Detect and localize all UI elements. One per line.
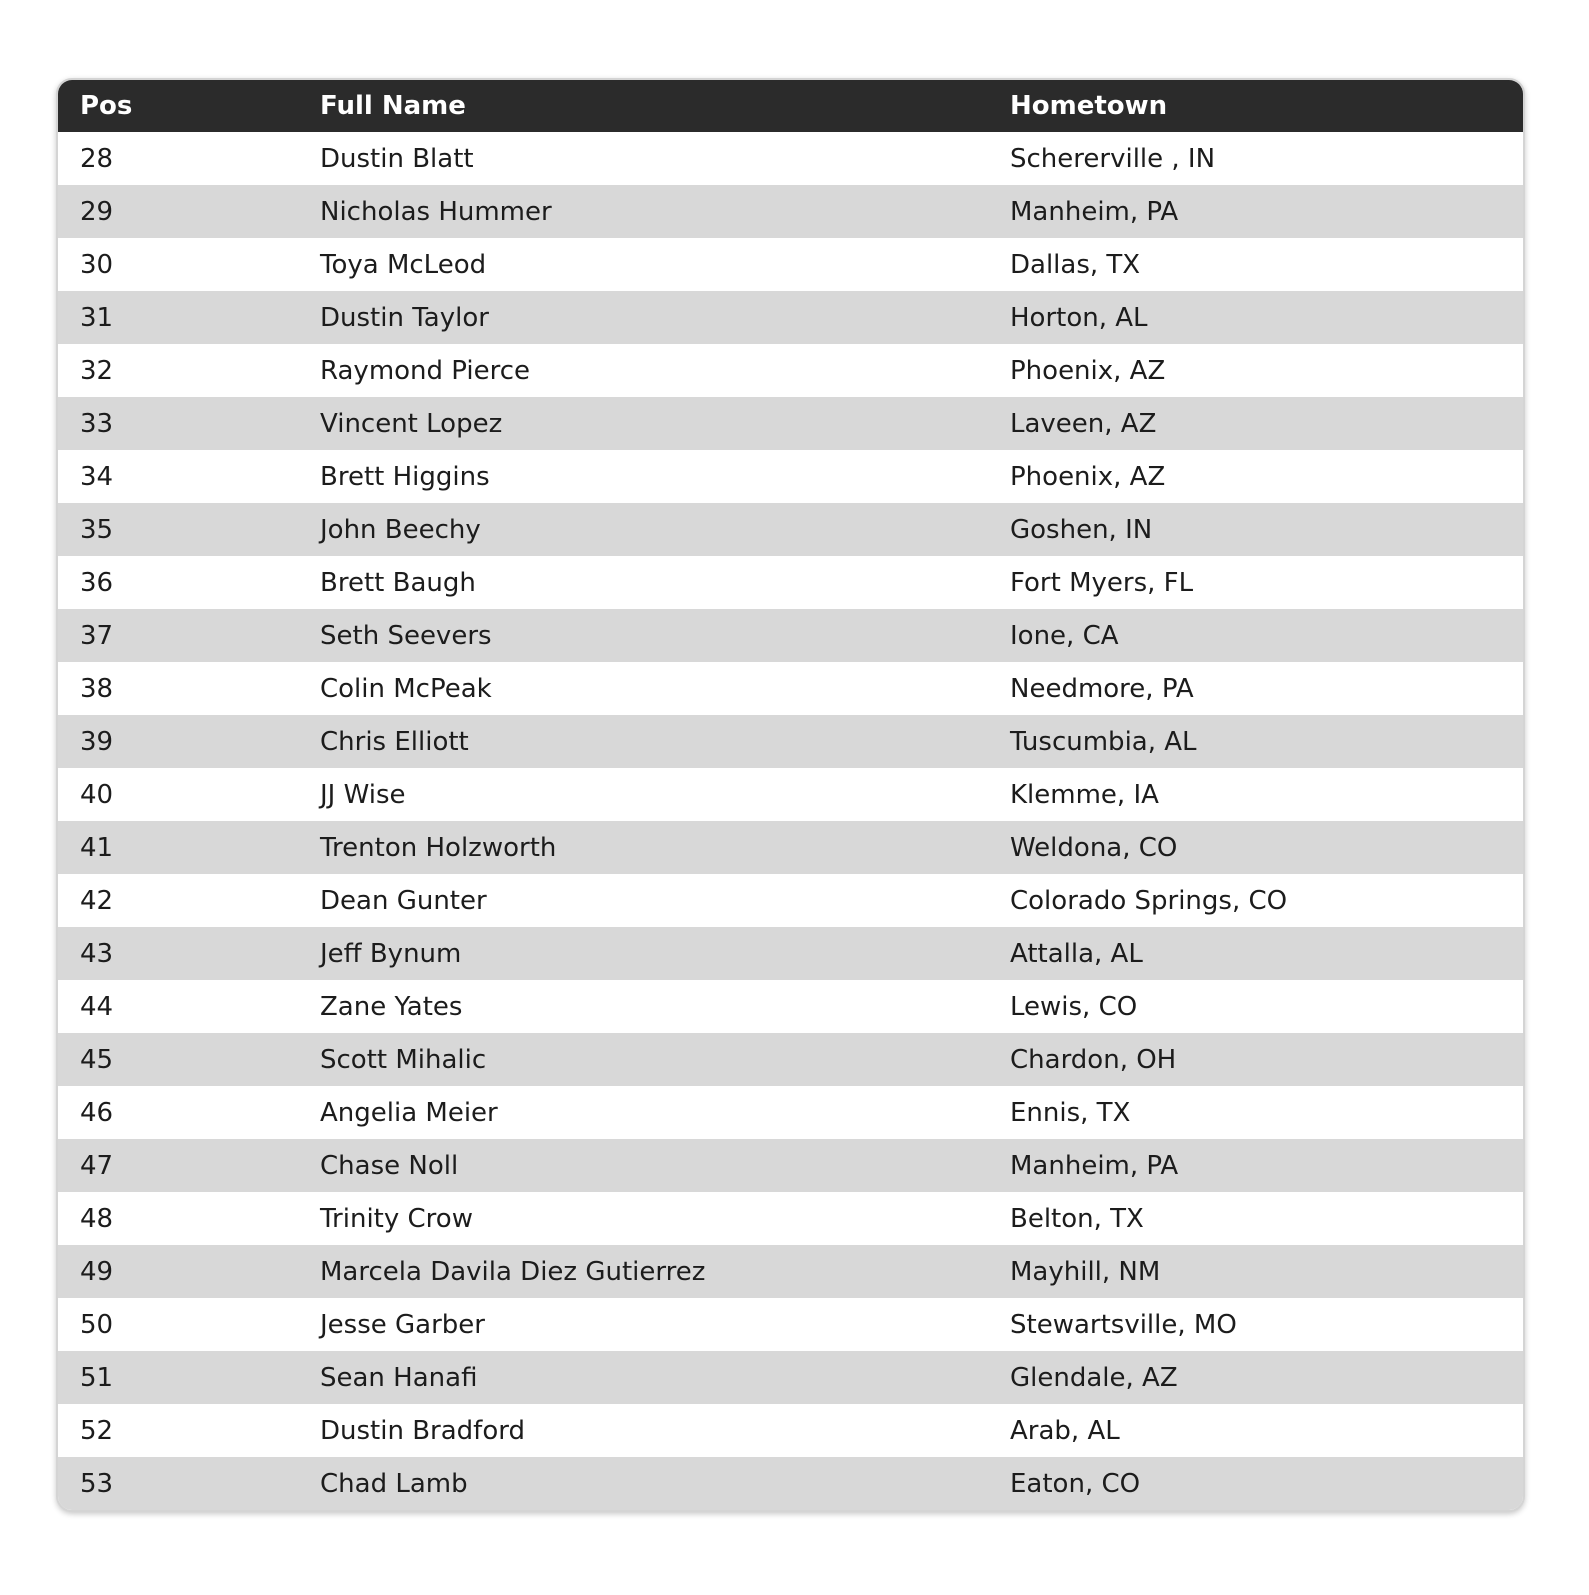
hometown-cell: Mayhill, NM [1010, 1256, 1161, 1287]
pos-cell: 33 [80, 408, 114, 439]
pos-cell: 30 [80, 249, 114, 280]
hometown-cell: Chardon, OH [1010, 1044, 1177, 1075]
name-cell: Raymond Pierce [320, 355, 531, 386]
table-row [58, 1298, 1523, 1351]
pos-cell: 50 [80, 1309, 114, 1340]
table-row [58, 1404, 1523, 1457]
pos-cell: 28 [80, 143, 114, 174]
table-header [58, 80, 1523, 132]
hometown-cell: Manheim, PA [1010, 196, 1179, 227]
name-cell: Scott Mihalic [320, 1044, 487, 1075]
header-hometown[interactable]: Hometown [1010, 91, 1168, 121]
pos-cell: 47 [80, 1150, 114, 1181]
hometown-cell: Phoenix, AZ [1010, 461, 1166, 492]
pos-cell: 32 [80, 355, 114, 386]
pos-cell: 53 [80, 1468, 114, 1499]
hometown-cell: Laveen, AZ [1010, 408, 1157, 439]
name-cell: Dustin Blatt [320, 143, 474, 174]
hometown-cell: Belton, TX [1010, 1203, 1144, 1234]
hometown-cell: Stewartsville, MO [1010, 1309, 1237, 1340]
hometown-cell: Horton, AL [1010, 302, 1148, 333]
hometown-cell: Glendale, AZ [1010, 1362, 1178, 1393]
table-row [58, 556, 1523, 609]
pos-cell: 42 [80, 885, 114, 916]
name-cell: Trinity Crow [320, 1203, 473, 1234]
name-cell: Trenton Holzworth [320, 832, 557, 863]
pos-cell: 52 [80, 1415, 114, 1446]
name-cell: Vincent Lopez [320, 408, 503, 439]
hometown-cell: Needmore, PA [1010, 673, 1194, 704]
table-row [58, 344, 1523, 397]
table-row [58, 1192, 1523, 1245]
table-row [58, 1086, 1523, 1139]
pos-cell: 35 [80, 514, 114, 545]
hometown-cell: Tuscumbia, AL [1010, 726, 1197, 757]
table-row [58, 1457, 1523, 1510]
name-cell: Dustin Bradford [320, 1415, 525, 1446]
table-row [58, 874, 1523, 927]
name-cell: John Beechy [320, 514, 481, 545]
hometown-cell: Ione, CA [1010, 620, 1119, 651]
name-cell: Chase Noll [320, 1150, 459, 1181]
pos-cell: 48 [80, 1203, 114, 1234]
name-cell: Chad Lamb [320, 1468, 468, 1499]
hometown-cell: Phoenix, AZ [1010, 355, 1166, 386]
pos-cell: 44 [80, 991, 114, 1022]
pos-cell: 40 [80, 779, 114, 810]
hometown-cell: Colorado Springs, CO [1010, 885, 1288, 916]
table-row [58, 927, 1523, 980]
table-row [58, 503, 1523, 556]
hometown-cell: Goshen, IN [1010, 514, 1153, 545]
pos-cell: 29 [80, 196, 114, 227]
hometown-cell: Schererville , IN [1010, 143, 1216, 174]
table-row [58, 1351, 1523, 1404]
pos-cell: 34 [80, 461, 114, 492]
table-row [58, 715, 1523, 768]
table-row [58, 1033, 1523, 1086]
hometown-cell: Dallas, TX [1010, 249, 1141, 280]
pos-cell: 38 [80, 673, 114, 704]
name-cell: Seth Seevers [320, 620, 492, 651]
hometown-cell: Klemme, IA [1010, 779, 1159, 810]
hometown-cell: Lewis, CO [1010, 991, 1138, 1022]
hometown-cell: Attalla, AL [1010, 938, 1143, 969]
table-row [58, 291, 1523, 344]
hometown-cell: Weldona, CO [1010, 832, 1178, 863]
table-row [58, 132, 1523, 185]
name-cell: Dean Gunter [320, 885, 487, 916]
hometown-cell: Fort Myers, FL [1010, 567, 1194, 598]
name-cell: Dustin Taylor [320, 302, 489, 333]
hometown-cell: Ennis, TX [1010, 1097, 1131, 1128]
table-row [58, 397, 1523, 450]
name-cell: Sean Hanafi [320, 1362, 478, 1393]
name-cell: Nicholas Hummer [320, 196, 552, 227]
table-row [58, 1245, 1523, 1298]
hometown-cell: Eaton, CO [1010, 1468, 1141, 1499]
table-row [58, 450, 1523, 503]
table-row [58, 980, 1523, 1033]
pos-cell: 49 [80, 1256, 114, 1287]
table-row [58, 821, 1523, 874]
table-row [58, 238, 1523, 291]
pos-cell: 36 [80, 567, 114, 598]
name-cell: Jeff Bynum [320, 938, 462, 969]
table-row [58, 185, 1523, 238]
pos-cell: 37 [80, 620, 114, 651]
pos-cell: 43 [80, 938, 114, 969]
hometown-cell: Arab, AL [1010, 1415, 1120, 1446]
name-cell: Angelia Meier [320, 1097, 498, 1128]
table-row [58, 609, 1523, 662]
pos-cell: 31 [80, 302, 114, 333]
pos-cell: 41 [80, 832, 114, 863]
header-full-name[interactable]: Full Name [320, 91, 466, 121]
name-cell: Marcela Davila Diez Gutierrez [320, 1256, 706, 1287]
name-cell: Brett Baugh [320, 567, 476, 598]
name-cell: Toya McLeod [320, 249, 487, 280]
name-cell: Brett Higgins [320, 461, 490, 492]
hometown-cell: Manheim, PA [1010, 1150, 1179, 1181]
table-row [58, 662, 1523, 715]
pos-cell: 51 [80, 1362, 114, 1393]
name-cell: Colin McPeak [320, 673, 492, 704]
name-cell: Chris Elliott [320, 726, 469, 757]
name-cell: JJ Wise [320, 779, 406, 810]
results-table [56, 78, 1525, 1512]
table-body [58, 132, 1523, 1510]
header-pos[interactable]: Pos [80, 91, 133, 121]
name-cell: Zane Yates [320, 991, 463, 1022]
name-cell: Jesse Garber [320, 1309, 485, 1340]
table-row [58, 1139, 1523, 1192]
pos-cell: 45 [80, 1044, 114, 1075]
pos-cell: 39 [80, 726, 114, 757]
table-row [58, 768, 1523, 821]
pos-cell: 46 [80, 1097, 114, 1128]
